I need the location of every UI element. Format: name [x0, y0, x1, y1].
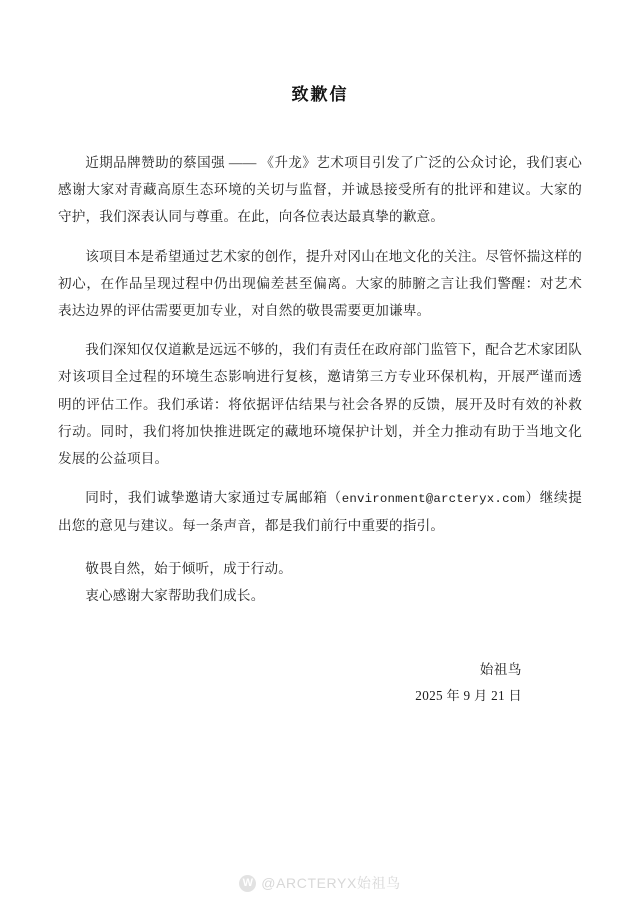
weibo-logo-icon — [239, 875, 256, 892]
page-title: 致歉信 — [291, 85, 349, 104]
paragraph-invitation — [58, 484, 582, 539]
signature-block — [58, 657, 582, 708]
paragraph-1: 近期品牌赞助的蔡国强 —— 《升龙》艺术项目引发了广泛的公众讨论，我们衷心感谢大家对青藏高原生态环境的关切与监督，并诚恳接受所有的批评和建议。大家的守护，我们深表认同与尊重。在此，向各位表达最真挚的歉意。 — [58, 155, 582, 225]
contact-email: environment@arcteryx.com — [341, 492, 525, 507]
signature-date: 2025 年 9 月 21 日 — [415, 688, 522, 704]
closing-block — [58, 555, 582, 609]
watermark — [0, 873, 640, 893]
signature-name: 始祖鸟 — [479, 662, 522, 678]
invitation-prefix: 同时，我们诚挚邀请大家通过专属邮箱（ — [85, 490, 342, 506]
paragraph-2: 该项目本是希望通过艺术家的创作，提升对冈山在地文化的关注。尽管怀揣这样的初心，在作品呈现过程中仍出现偏差甚至偏离。大家的肺腑之言让我们警醒：对艺术表达边界的评估需要更加专业，对自然的敬畏需要更加谦卑。 — [58, 248, 582, 318]
invitation-suffix: ）继续提出您的意见与建议。每一条声音，都是我们前行中重要的指引。 — [58, 490, 582, 533]
closing-line-2: 衷心感谢大家帮助我们成长。 — [85, 588, 265, 604]
watermark-text: @ARCTERYX始祖鸟 — [261, 875, 401, 891]
letter-body — [0, 149, 640, 708]
paragraph-3: 我们深知仅仅道歉是远远不够的，我们有责任在政府部门监管下，配合艺术家团队对该项目全过程的环境生态影响进行复核，邀请第三方专业环保机构，开展严谨而透明的评估工作。我们承诺：将依据评估结果与社会各界的反馈，展开及时有效的补救行动。同时，我们将加快推进既定的藏地环境保护计划，并全力推动有助于当地文化发展的公益项目。 — [58, 342, 582, 466]
closing-line-1: 敬畏自然，始于倾听，成于行动。 — [85, 561, 293, 577]
